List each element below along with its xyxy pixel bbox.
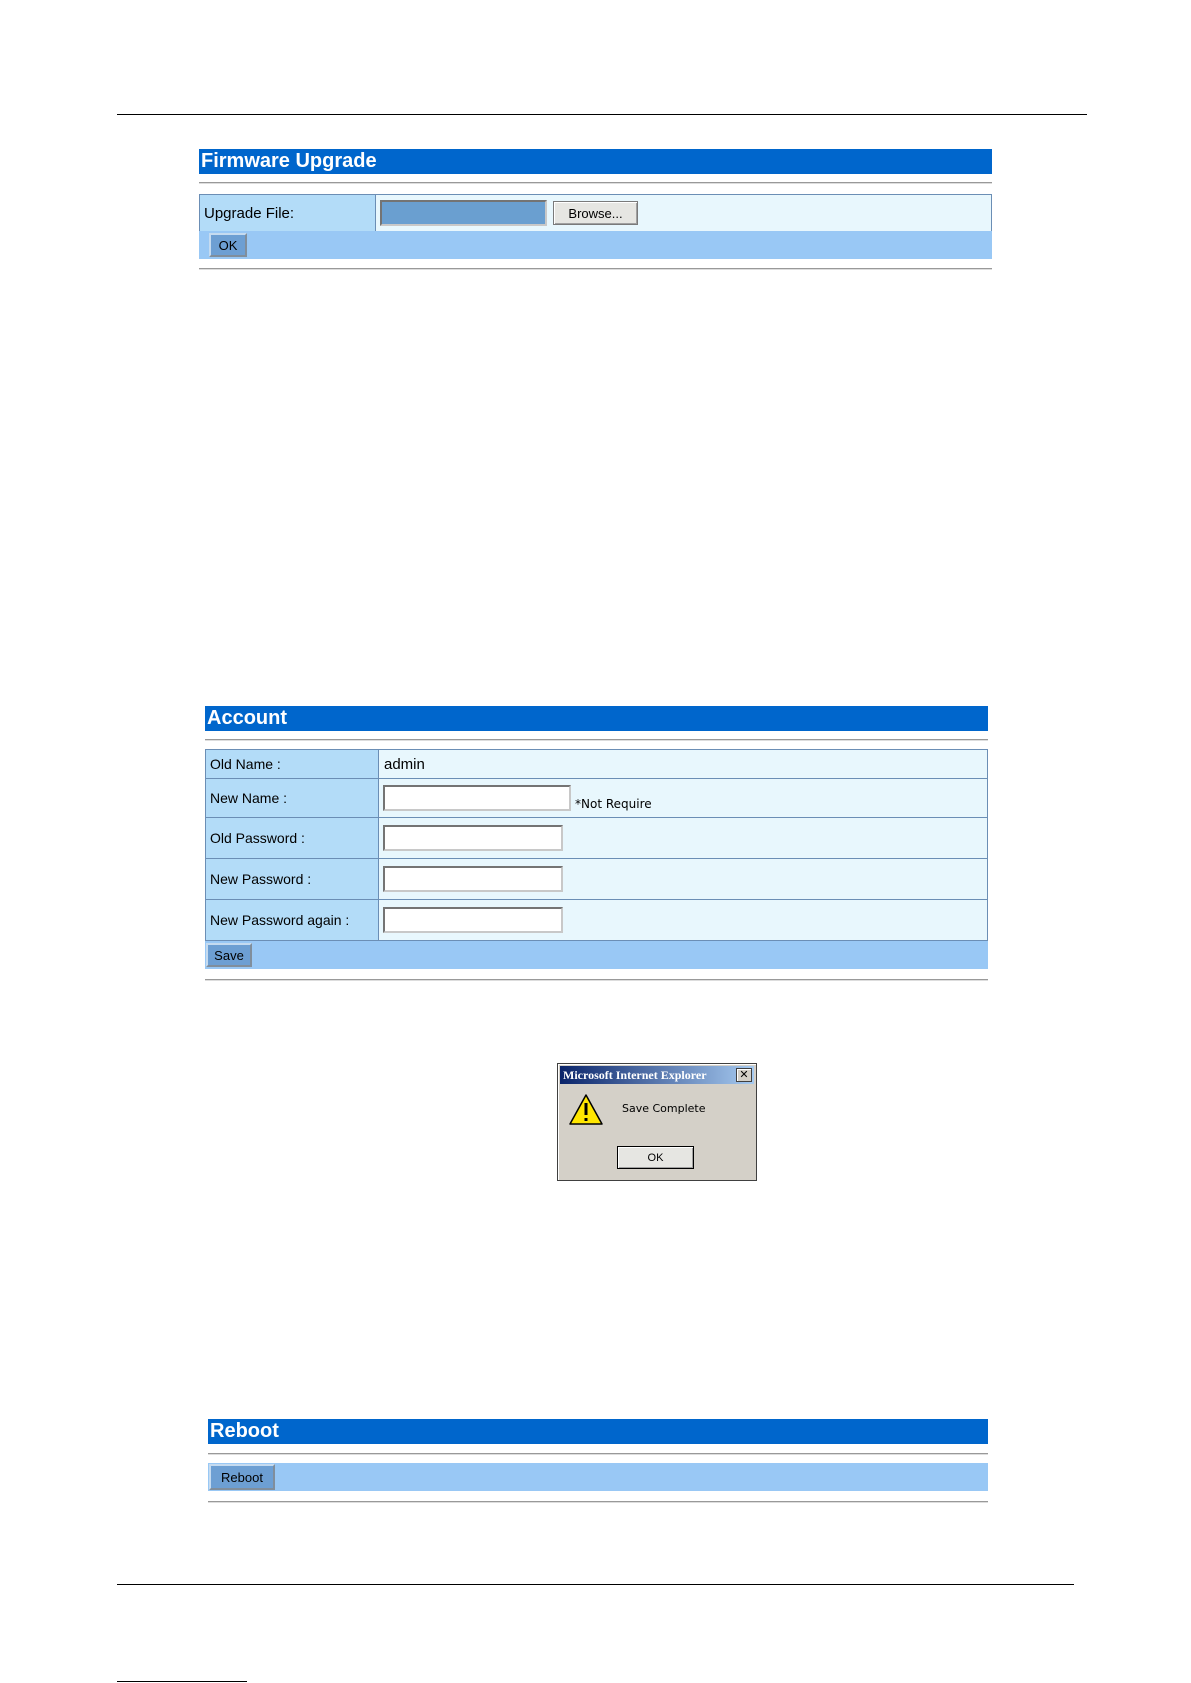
upgrade-file-input[interactable] [380, 200, 547, 226]
account-action-bar [205, 941, 988, 969]
reboot-bottom-divider [208, 1501, 988, 1503]
header-rule [117, 114, 1087, 115]
dialog-ok-button[interactable]: OK [617, 1146, 694, 1169]
firmware-upgrade-title: Firmware Upgrade [199, 149, 992, 174]
close-icon[interactable]: ✕ [736, 1068, 752, 1082]
reboot-top-divider [208, 1453, 988, 1455]
footnote-rule [117, 1681, 247, 1682]
save-button[interactable]: Save [206, 943, 252, 967]
account-panel [205, 706, 988, 982]
new-password-again-row [206, 900, 987, 940]
dialog-message: Save Complete [622, 1102, 706, 1115]
dialog-titlebar [560, 1066, 754, 1084]
footer-rule [117, 1584, 1074, 1585]
new-password-value [383, 859, 563, 899]
new-password-again-value [383, 900, 563, 940]
upgrade-file-value [380, 195, 638, 231]
account-bottom-divider [205, 979, 988, 981]
account-title: Account [205, 706, 988, 731]
old-password-value [383, 818, 563, 858]
new-name-value [383, 779, 652, 817]
old-name-label: Old Name : [206, 750, 379, 778]
reboot-button[interactable]: Reboot [209, 1464, 275, 1490]
old-password-label: Old Password : [206, 818, 379, 858]
firmware-bottom-divider [199, 268, 992, 270]
new-password-label: New Password : [206, 859, 379, 899]
upgrade-file-row [200, 195, 991, 231]
reboot-action-bar [208, 1463, 988, 1491]
new-password-again-input[interactable] [383, 907, 563, 933]
upgrade-file-label: Upgrade File: [200, 195, 376, 231]
new-password-input[interactable] [383, 866, 563, 892]
browse-button[interactable]: Browse... [553, 201, 638, 225]
reboot-title: Reboot [208, 1419, 988, 1444]
firmware-ok-button[interactable]: OK [209, 233, 247, 257]
warning-icon [568, 1093, 604, 1127]
firmware-form-table [199, 194, 992, 232]
new-password-row [206, 859, 987, 900]
new-name-row [206, 779, 987, 818]
dialog-title: Microsoft Internet Explorer [563, 1068, 707, 1082]
new-password-again-label: New Password again : [206, 900, 379, 940]
old-name-row [206, 750, 987, 779]
firmware-top-divider [199, 182, 992, 184]
account-form-table [205, 749, 988, 941]
account-top-divider [205, 739, 988, 741]
old-password-input[interactable] [383, 825, 563, 851]
save-complete-dialog [557, 1063, 757, 1181]
new-name-input[interactable] [383, 785, 571, 811]
new-name-label: New Name : [206, 779, 379, 817]
old-password-row [206, 818, 987, 859]
old-name-value: admin [384, 755, 425, 773]
firmware-action-bar [199, 231, 992, 259]
reboot-panel [208, 1419, 988, 1504]
firmware-upgrade-panel [199, 149, 992, 271]
new-name-hint: *Not Require [575, 797, 652, 811]
